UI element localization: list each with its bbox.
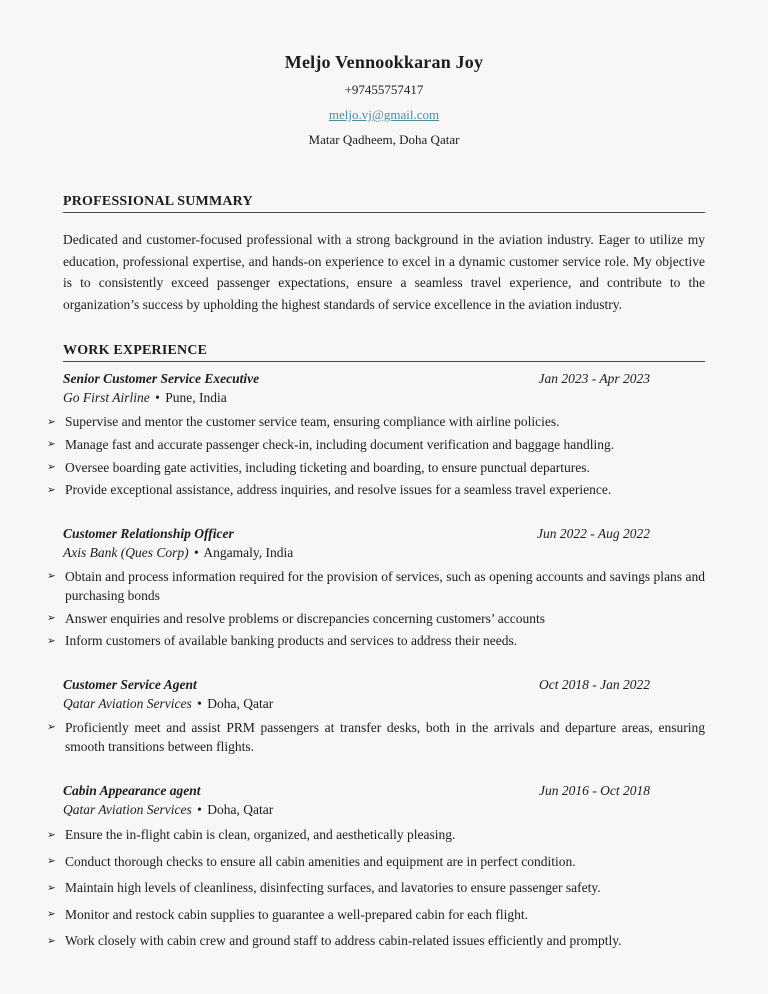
job-dates: Oct 2018 - Jan 2022 <box>539 676 650 692</box>
bullet-arrow-icon: ➢ <box>47 612 56 625</box>
job-company: Qatar Aviation Services <box>63 802 192 817</box>
bullet-arrow-icon: ➢ <box>47 634 56 647</box>
bullet-text: Work closely with cabin crew and ground staff to address cabin-related issues efficiently and promptly. <box>65 933 622 949</box>
job-location: Doha, Qatar <box>207 802 274 817</box>
dot-separator-icon: • <box>197 802 202 817</box>
job-dates: Jan 2023 - Apr 2023 <box>538 371 650 387</box>
list-item <box>47 435 705 455</box>
address: Matar Qadheem, Doha Qatar <box>308 132 460 147</box>
job-company: Go First Airline <box>63 390 150 406</box>
list-item <box>47 852 705 872</box>
job-location: Pune, India <box>165 390 227 406</box>
job-entry <box>47 525 705 651</box>
job-title: Customer Service Agent <box>63 676 197 692</box>
job-bullet-list <box>47 718 705 757</box>
job-location: Doha, Qatar <box>207 695 274 711</box>
list-item <box>47 825 705 845</box>
section-heading-work-experience: WORK EXPERIENCE <box>63 343 705 362</box>
bullet-text: Maintain high levels of cleanliness, disinfecting surfaces, and lavatories to ensure passenger safety. <box>65 880 601 896</box>
list-item <box>47 609 705 629</box>
bullet-text: Oversee boarding gate activities, including ticketing and boarding, to ensure punctual departures. <box>65 459 590 475</box>
job-company: Axis Bank (Ques Corp) <box>63 544 189 560</box>
job-header-row <box>63 783 705 799</box>
dot-separator-icon: • <box>155 390 160 406</box>
professional-summary-section <box>63 194 705 315</box>
job-dates: Jun 2022 - Aug 2022 <box>537 525 650 541</box>
bullet-text: Monitor and restock cabin supplies to guarantee a well-prepared cabin for each flight. <box>65 906 528 922</box>
job-company-line <box>63 545 705 561</box>
job-bullet-list <box>47 412 705 499</box>
dot-separator-icon: • <box>193 544 199 560</box>
bullet-text: Obtain and process information required for the provision of services, such as opening accounts and savings plans and purchasing bonds <box>65 568 705 604</box>
job-header-row <box>63 677 705 693</box>
candidate-name: Meljo Vennookkaran Joy <box>284 52 484 72</box>
bullet-text: Ensure the in-flight cabin is clean, organized, and aesthetically pleasing. <box>65 827 456 842</box>
bullet-arrow-icon: ➢ <box>47 483 56 496</box>
job-entry <box>47 371 705 499</box>
bullet-text: Provide exceptional assistance, address inquiries, and resolve issues for a seamless travel experience. <box>65 482 612 498</box>
list-item <box>47 412 705 432</box>
list-item <box>47 631 705 651</box>
bullet-arrow-icon: ➢ <box>47 828 56 841</box>
job-entry <box>47 783 705 951</box>
job-company: Qatar Aviation Services <box>63 695 192 711</box>
work-experience-section <box>47 343 705 950</box>
bullet-arrow-icon: ➢ <box>47 570 56 583</box>
bullet-text: Answer enquiries and resolve problems or discrepancies concerning customers’ accounts <box>65 610 545 626</box>
job-company-line <box>63 802 705 818</box>
job-header-row <box>63 526 705 542</box>
email-line <box>63 107 705 123</box>
email-link[interactable]: meljo.vj@gmail.com <box>328 107 440 122</box>
resume-header <box>63 52 705 148</box>
bullet-arrow-icon: ➢ <box>47 855 56 868</box>
dot-separator-icon: • <box>197 695 202 711</box>
bullet-arrow-icon: ➢ <box>47 908 56 921</box>
summary-paragraph: Dedicated and customer-focused professional with a strong background in the aviation industry. Eager to utilize my education, professional expertise, and hands-on experience to excel in a dynamic customer service role. My objective is to consistently exceed passenger expectations, ensure a seamless travel experience, and contribute to the organization’s success by upholding the highest standards of service excellence in the aviation industry. <box>63 232 705 312</box>
job-entry <box>47 676 705 757</box>
list-item <box>47 905 705 925</box>
list-item <box>47 567 705 606</box>
bullet-text: Proficiently meet and assist PRM passengers at transfer desks, both in the arrivals and departure areas, ensuring smooth transitions between flights. <box>65 719 705 755</box>
job-bullet-list <box>47 825 705 951</box>
section-heading-professional-summary: PROFESSIONAL SUMMARY <box>63 194 705 213</box>
bullet-arrow-icon: ➢ <box>47 721 56 734</box>
job-company-line <box>63 390 705 406</box>
bullet-arrow-icon: ➢ <box>47 461 56 473</box>
job-title: Senior Customer Service Executive <box>63 371 260 387</box>
bullet-text: Supervise and mentor the customer service team, ensuring compliance with airline policies. <box>65 414 560 430</box>
list-item <box>47 718 705 757</box>
bullet-arrow-icon: ➢ <box>47 415 56 428</box>
bullet-arrow-icon: ➢ <box>47 881 56 894</box>
job-header-row <box>63 371 705 387</box>
job-company-line <box>63 696 705 712</box>
bullet-text: Conduct thorough checks to ensure all cabin amenities and equipment are in perfect condition. <box>65 853 576 869</box>
list-item <box>47 480 705 500</box>
bullet-arrow-icon: ➢ <box>47 934 56 947</box>
phone-number: +97455757417 <box>344 82 424 97</box>
bullet-text: Manage fast and accurate passenger check-in, including document verification and baggage handling. <box>65 436 615 452</box>
job-dates: Jun 2016 - Oct 2018 <box>539 783 650 798</box>
job-location: Angamaly, India <box>203 544 294 560</box>
list-item <box>47 878 705 898</box>
list-item <box>47 931 705 951</box>
job-title: Cabin Appearance agent <box>63 783 201 798</box>
job-bullet-list <box>47 567 705 651</box>
bullet-arrow-icon: ➢ <box>47 438 56 451</box>
bullet-text: Inform customers of available banking products and services to address their needs. <box>65 633 518 649</box>
list-item <box>47 458 705 478</box>
job-title: Customer Relationship Officer <box>63 525 234 541</box>
